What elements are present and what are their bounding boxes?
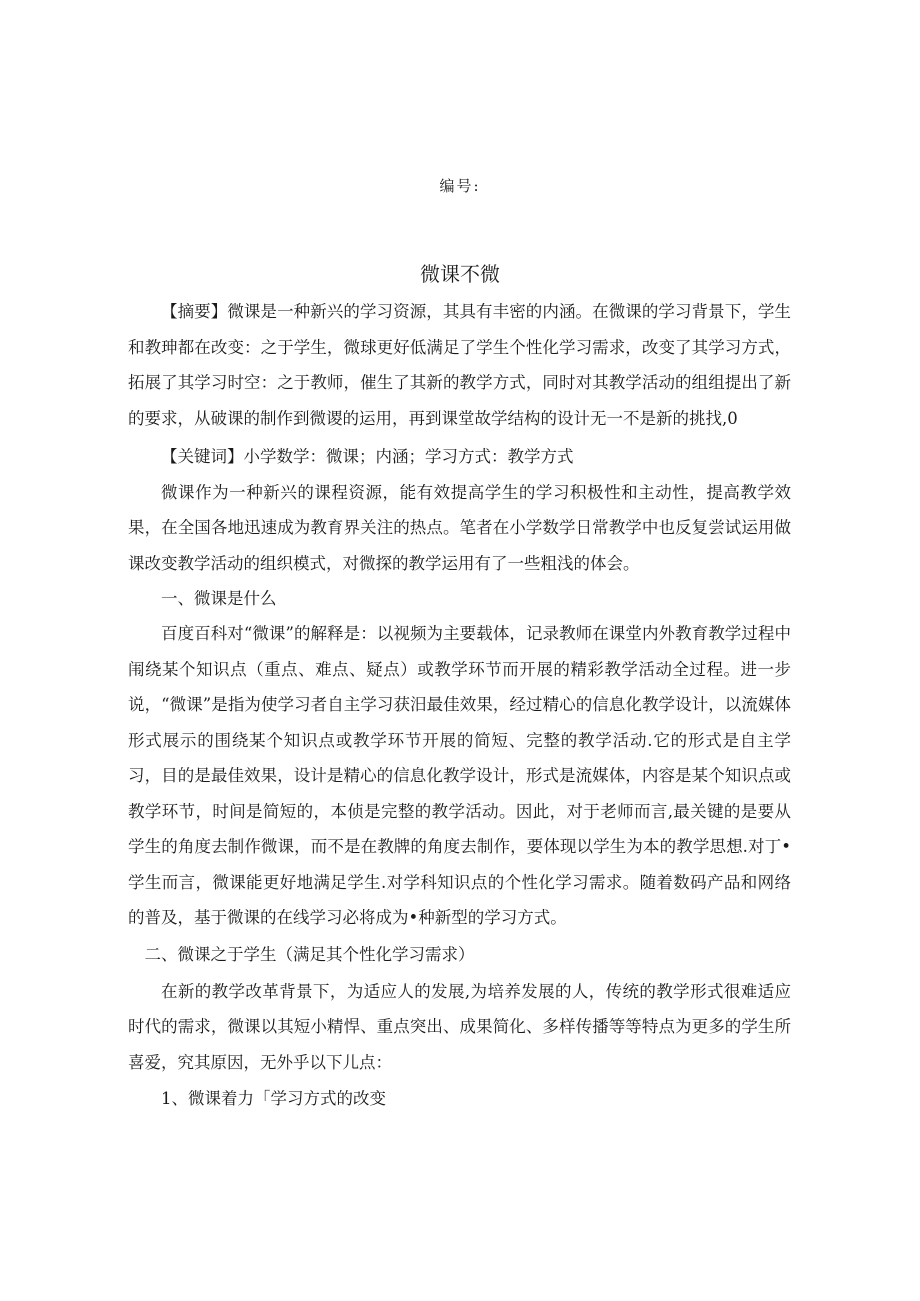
document-body (128, 294, 791, 1118)
document-title: 微课不微 (420, 262, 500, 286)
intro-paragraph: 微课作为一种新兴的课程资源，能有效提高学生的学习积极性和主动性，提高教学效果，在全国各地迅速成为教育界关注的热点。笔者在小学数学日常教学中也反复尝试运用做课改变教学活动的组织模式，对微探的教学运用有了一些粗浅的体会。 (128, 482, 791, 573)
section-heading-1: 一、微课是什么 (161, 589, 277, 608)
abstract-paragraph: 【摘要】微课是一种新兴的学习资源，其具有丰密的内涵。在微课的学习背景下，学生和教珅都在改变：之于学生，微球更好低满足了学生个性化学习需求，改变了其学习方式，拓展了其学习时空：之于教师，催生了其新的教学方式，同时对其教学活动的组组提出了新的要求，从破课的制作到微谡的运用，再到课堂故学结构的设计无一不是新的挑找,0 (128, 302, 791, 428)
serial-number-label: 编号: (439, 177, 481, 195)
section-1-paragraph: 百度百科对“微课”的解释是：以视频为主要载体，记录教师在课堂内外教育教学过程中闱绕某个知识点（重点、难点、疑点）或教学环节而开展的精彩教学活动全过程。进一步说，“微课”是指为使学习者自主学习获汨最佳效果，经过精心的信息化教学设计，以流媒体形式展示的围绕某个知识点或教学环节开展的简短、完整的教学活动.它的形式是自主学习，目的是最佳效果，设计是精心的信息化教学设计，形式是流媒体，内容是某个知识点或教学环节，时间是简短的，本侦是完整的教学活动。因此，对于老师而言,最关键的是要从学生的角度去制作微课，而不是在教牌的角度去制作，要体现以学生为本的教学思想.对丁•学生而言，微课能更好地满足学生.对学科知识点的个性化学习需求。随着数码产品和网络的普及，基于微课的在线学习必将成为•种新型的学习方式。 (128, 624, 791, 927)
section-heading-2: 二、微课之于学生（满足其个性化学习需求） (144, 944, 475, 964)
keywords-paragraph: 【关键词】小学数学：微课；内涵；学习方式：教学方式 (161, 447, 574, 466)
section-2-paragraph: 在新的教学改革背景下，为适应人的发展,为培养发展的人，传统的教学形式很难适应时代的需求，微课以其短小精悍、重点突出、成果简化、多样传播等等特点为更多的学生所喜爱，究其原因，无外乎以下儿点： (128, 981, 791, 1072)
list-item-1: 1、微课着力「学习方式的改变 (161, 1089, 386, 1108)
